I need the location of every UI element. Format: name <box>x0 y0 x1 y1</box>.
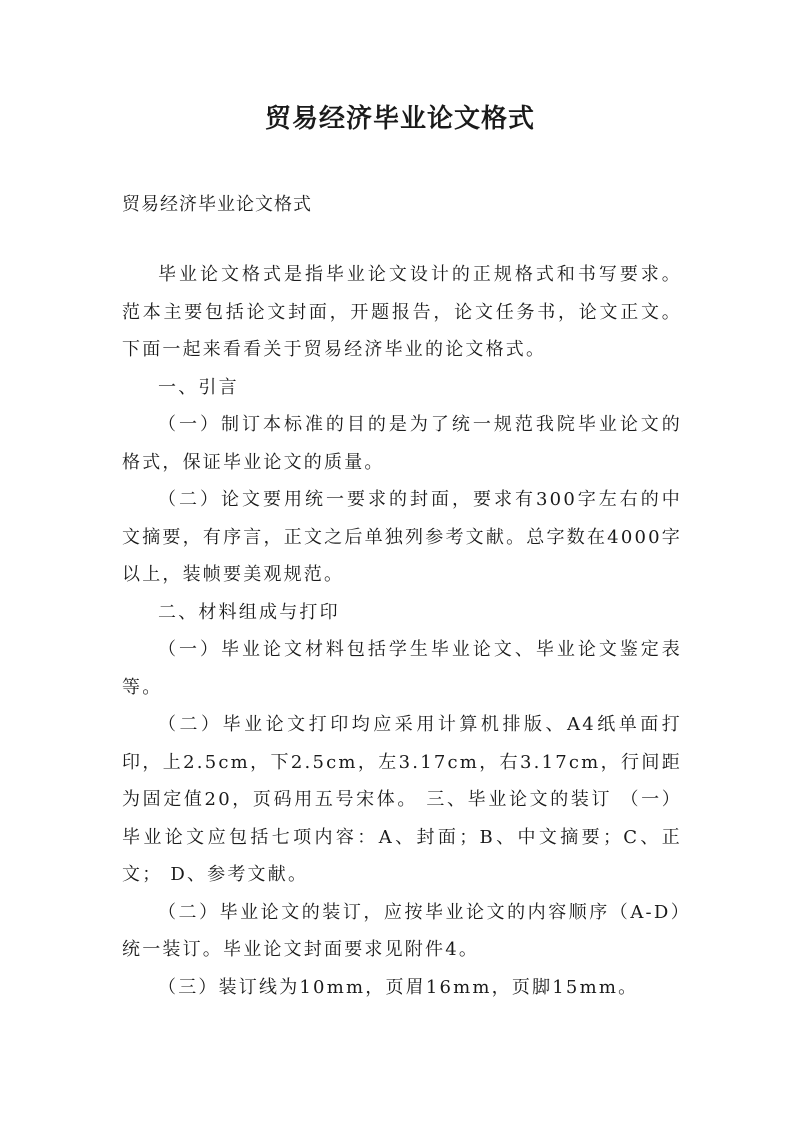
document-subtitle: 贸易经济毕业论文格式 <box>122 194 312 215</box>
paragraph-purpose: （一）制订本标准的目的是为了统一规范我院毕业论文的格式，保证毕业论文的质量。 <box>122 414 682 473</box>
paragraph-intro: 毕业论文格式是指毕业论文设计的正规格式和书写要求。范本主要包括论文封面，开题报告，论文任务书，论文正文。下面一起来看看关于贸易经济毕业的论文格式。 <box>122 264 682 360</box>
paragraph-cover-requirements: （二）论文要用统一要求的封面，要求有300字左右的中文摘要，有序言，正文之后单独列参考文献。总字数在4000字以上，装帧要美观规范。 <box>122 489 682 585</box>
paragraph-materials: （一）毕业论文材料包括学生毕业论文、毕业论文鉴定表等。 <box>122 639 682 698</box>
section-heading-introduction: 一、引言 <box>158 376 239 398</box>
paragraph-binding: （二）毕业论文的装订，应按毕业论文的内容顺序（A-D）统一装订。毕业论文封面要求见附件4。 <box>122 901 682 960</box>
paragraph-binding-line: （三）装订线为10mm，页眉16mm，页脚15mm。 <box>158 976 639 998</box>
section-heading-materials: 二、材料组成与打印 <box>158 601 340 623</box>
document-title: 贸易经济毕业论文格式 <box>264 104 535 134</box>
paragraph-printing: （二）毕业论文打印均应采用计算机排版、A4纸单面打印，上2.5cm，下2.5cm，左3.17cm，右3.17cm，行间距为固定值20，页码用五号宋体。 三、毕业论文的装订 （一）毕业论文应包括七项内容：A、封面；B、中文摘要；C、正文； D、参考文献。 <box>122 714 682 885</box>
document-body <box>122 256 682 1006</box>
